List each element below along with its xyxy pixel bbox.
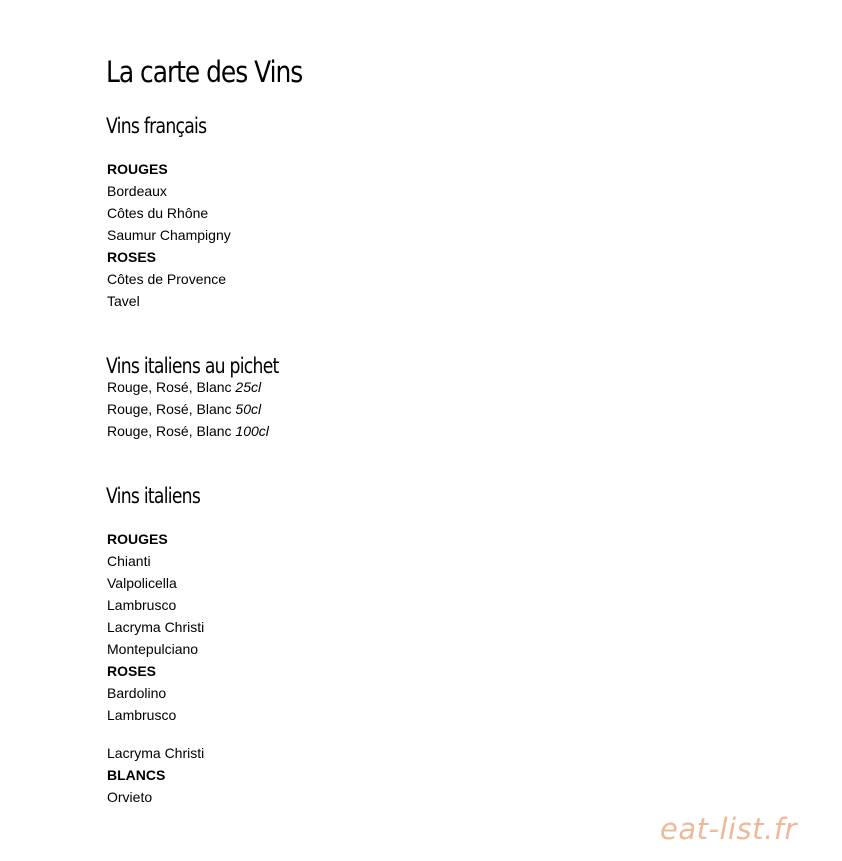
pichet-item [107, 398, 269, 420]
pichet-item [107, 376, 269, 398]
wine-item: Valpolicella [107, 575, 177, 591]
pichet-item-size: 100cl [235, 423, 269, 439]
wine-item: Saumur Champigny [107, 227, 231, 243]
pichet-item-label: Rouge, Rosé, Blanc [107, 379, 232, 395]
pichet-item [107, 420, 269, 442]
wine-item: Montepulciano [107, 641, 199, 657]
wine-item: Orvieto [107, 789, 153, 805]
wine-item: Bordeaux [107, 183, 167, 199]
italian-wine-list [107, 528, 204, 808]
section-title-vins-italiens: Vins italiens [106, 484, 201, 509]
wine-item: Côtes de Provence [107, 271, 227, 287]
wine-item: Chianti [107, 553, 151, 569]
category-label-rouges: ROUGES [107, 161, 168, 177]
category-label-roses: ROSES [107, 249, 157, 265]
pichet-wine-list [107, 376, 269, 442]
pichet-item-size: 50cl [235, 401, 262, 417]
wine-item: Côtes du Rhône [107, 205, 209, 221]
pichet-item-label: Rouge, Rosé, Blanc [107, 401, 232, 417]
watermark: eat-list.fr [660, 812, 797, 846]
category-label-roses: ROSES [107, 663, 157, 679]
french-wine-list [107, 158, 231, 312]
category-label-blancs: BLANCS [107, 767, 166, 783]
section-title-vins-francais: Vins français [106, 114, 207, 139]
page-title: La carte des Vins [106, 55, 303, 90]
wine-item: Lacryma Christi [107, 619, 205, 635]
pichet-item-size: 25cl [235, 379, 262, 395]
wine-item: Bardolino [107, 685, 167, 701]
pichet-item-label: Rouge, Rosé, Blanc [107, 423, 232, 439]
category-label-rouges: ROUGES [107, 531, 168, 547]
wine-item: Lambrusco [107, 597, 177, 613]
wine-item: Tavel [107, 293, 140, 309]
wine-item: Lacryma Christi [107, 745, 205, 761]
wine-item: Lambrusco [107, 707, 177, 723]
section-title-vins-italiens-pichet: Vins italiens au pichet [106, 354, 279, 379]
